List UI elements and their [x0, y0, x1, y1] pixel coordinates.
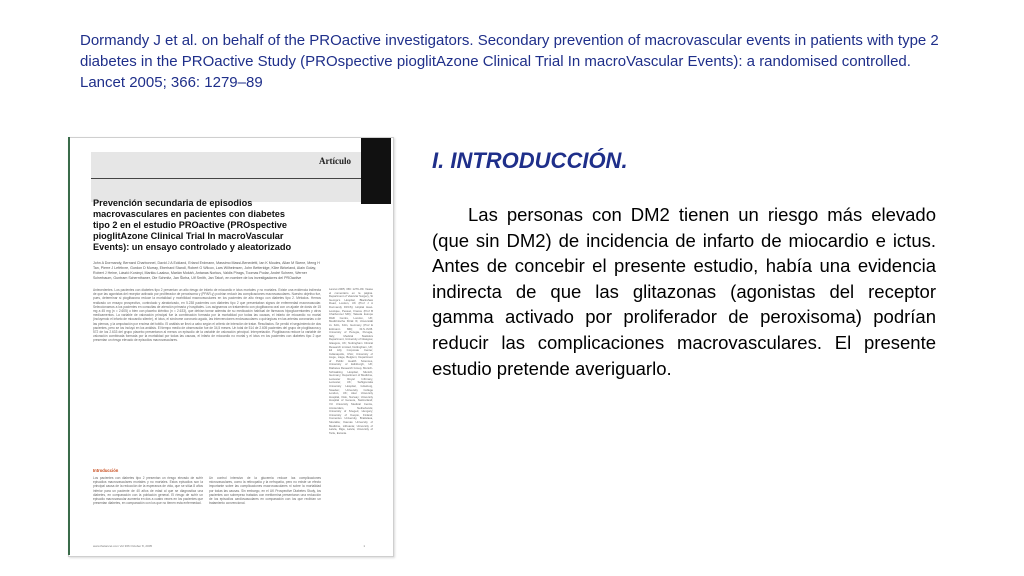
- paper-thumbnail: [68, 137, 394, 557]
- paper-spine-line: [68, 137, 70, 555]
- paper-affiliations-column: Lancet 2005; 366: 1279–89. Véase el comentario en la página. Department of Vascular Surgery, St George's Hospital, Blackshaw Road, London, UK (Prof J A Dormandy FRCS); Hôpital Haut-Lévêque, Pessac, France (Prof B Charbonnel MD); Takeda Europe R&D Centre, London, UK; Medizinische Klinik III, Universität zu Köln, Köln, Germany (Prof E Erdmann MD); Di.S.I.M.B. University of Perugia, Perugia, Italy; Medical Statistics Department, University of Glasgow, Glasgow, UK; Nottingham Clinical Research Limited, Nottingham, UK; Eli Lilly Corporate Center, Indianapolis, USA; University of Liège, Liège, Belgium; Department of Public Health Sciences, University of Edinburgh, UK; Diabetes Research Group, Munich-Schwabing Hospital, Munich, Germany; Department of Medicine, Leicester Royal Infirmary, Leicester, UK; Sahlgrenska University Hospital, Göteborg, Sweden; University College London, UK; Aker University Hospital, Oslo, Norway; University Hospital of Geneva, Switzerland; VU University Medical Centre, Amsterdam, Netherlands; University of Szeged, Hungary; University of Kuopio, Finland; Comenius University, Bratislava, Slovakia; Kaunas University of Medicine, Lithuania; University of Latvia, Riga, Latvia; University of Tartu, Estonia.: [329, 288, 373, 435]
- intro-heading: I. INTRODUCCIÓN.: [432, 148, 628, 173]
- paper-intro-heading: Introducción: [93, 468, 119, 473]
- paper-header-rule: [91, 178, 361, 179]
- paper-abstract-text: Antecedentes. Los pacientes con diabetes tipo 2 presentan un alto riesgo de infarto de miocardio e ictus mortales y no mortales. Existe una evidencia indirecta de que las agonistas del receptor activado por proliferador de peroxisoma γ (PPAR-γ) podrían reducir las complicaciones macrovasculares. Nuestro objetivo fue, pues, determinar si pioglitazona reduce la mortalidad y morbilidad macrovasculares en los pacientes de alto riesgo con diabetes tipo 2. Métodos. Hemos realizado un ensayo prospectivo, controlado y aleatorizado, en 5.238 pacientes con diabetes tipo 2 que presentaban signos de enfermedad macrovascular. Seleccionamos a los pacientes en consultas de atención primaria y hospitales. Los asignamos un tratamiento con pioglitazona oral con un ajuste de dosis de 15 mg a 45 mg (n = 2.605) o bien con placebo idéntico (n = 2.633), que debían tomar además de su medicación habitual de fármacos hipoglucemiantes y otros medicamentos. La variable de valoración principal fue la combinación formada por la mortalidad por todas las causas, el infarto de miocardio no mortal (incluyendo el infarto de miocardio silente), el ictus, el síndrome coronario agudo, las intervenciones endovasculares o quirúrgicas en las arterias coronarias o de las piernas, y la amputación por encima del tobillo. El análisis se llevó a cabo según el criterio de intención de tratar. Resultados. Se perdió el seguimiento de dos pacientes, pero se los incluyó en los análisis. El tiempo medio de observación fue de 34,5 meses. Un total de 514 de 2.605 pacientes del grupo de pioglitazona y 572 de los 2.633 del grupo placebo presentaron al menos un episodio de la variable de valoración principal. Interpretación. Pioglitazona reduce la variable de valoración combinada formada por la mortalidad por todas las causas, el infarto de miocardio no mortal y el ictus en los pacientes con diabetes tipo 2 que presentan un riesgo elevado de episodios macrovasculares.: [93, 288, 321, 343]
- paper-intro-column-2: Un control intensivo de la glucemia reduce las complicaciones microvasculares, como la retinopatía y la nefropatía, pero no existe un efecto importante sobre las complicaciones macrovasculares ni sobre la mortalidad por todas las causas. Sin embargo, en el UK Prospective Diabetes Study, los pacientes con sobrepeso tratados con metformina presentaron una reducción de los episodios cardiovasculares en comparación con los que recibían un tratamiento convencional.: [209, 476, 321, 506]
- paper-page-number: 1: [363, 544, 365, 548]
- intro-paragraph: Las personas con DM2 tienen un riesgo más elevado (que sin DM2) de incidencia de infarto de miocardio e ictus. Antes de concebir el presente estudio, había una evidencia indirecta de que las glitazonas (agonistas del receptor gamma activado por proliferador de peroxisoma) podrían reducir las complicaciones macrovasculares. El presente estudio pretende averiguarlo.: [432, 204, 936, 379]
- paper-section-label: Artículo: [319, 156, 351, 166]
- citation-text: Dormandy J et al. on behalf of the PROactive investigators. Secondary prevention of macrovascular events in patients with type 2 diabetes in the PROactive Study (PROspective pioglitAzone Clinical Trial In macroVascular Events): a randomised controlled. Lancet 2005; 366: 1279–89: [80, 32, 939, 91]
- paper-title: Prevención secundaria de episodios macrovasculares en pacientes con diabetes tipo 2 en el estudio PROactive (PROspective pioglitAzone Clinical Trial In macroVascular Events): un ensayo controlado y aleatorizado: [93, 198, 292, 252]
- paper-top-bar: [69, 138, 393, 152]
- paper-footer: www.thelancet.com Vol 366 October 8, 2005: [93, 544, 153, 548]
- paper-authors: John A Dormandy, Bernard Charbonnel, David J A Eckland, Erland Erdmann, Massimo Massi-Benedetti, Ian K Moules, Allan M Skene, Meng H Tan, Pierre J Lefèbvre, Gordon D Murray, Eberhard Standl, Robert G Wilcox, Lars Wilhelmsen, John Betteridge, Kåre Birkeland, Alain Golay, Robert J Heine, László Korányi, Markku Laakso, Marián Mokáň, Antanas Norkus, Valdis Pirags, Toomas Podar, André Scheen, Werner Scherbaum, Guntram Schernthaner, Ole Schmitz, Jan Škrha, Ulf Smith, Jan Tatoň, en nombre de los investigadores del PROactive: [93, 261, 320, 280]
- paper-corner-block: [361, 138, 391, 204]
- paper-intro-column-1: Los pacientes con diabetes tipo 2 presentan un riesgo elevado de sufrir episodios macrovasculares mortales y no mortales. Estos episodios son la principal causa de la reducción de la esperanza de vida, que se sitúa 8 años inferior para un paciente de 40 años de edad al que se diagnostica una diabetes, en comparación con la población general. El riesgo de sufrir un episodio macrovascular aumenta en dos a cuatro veces en los pacientes que presentan diabetes, en comparación con los que no tienen esta enfermedad.: [93, 476, 203, 506]
